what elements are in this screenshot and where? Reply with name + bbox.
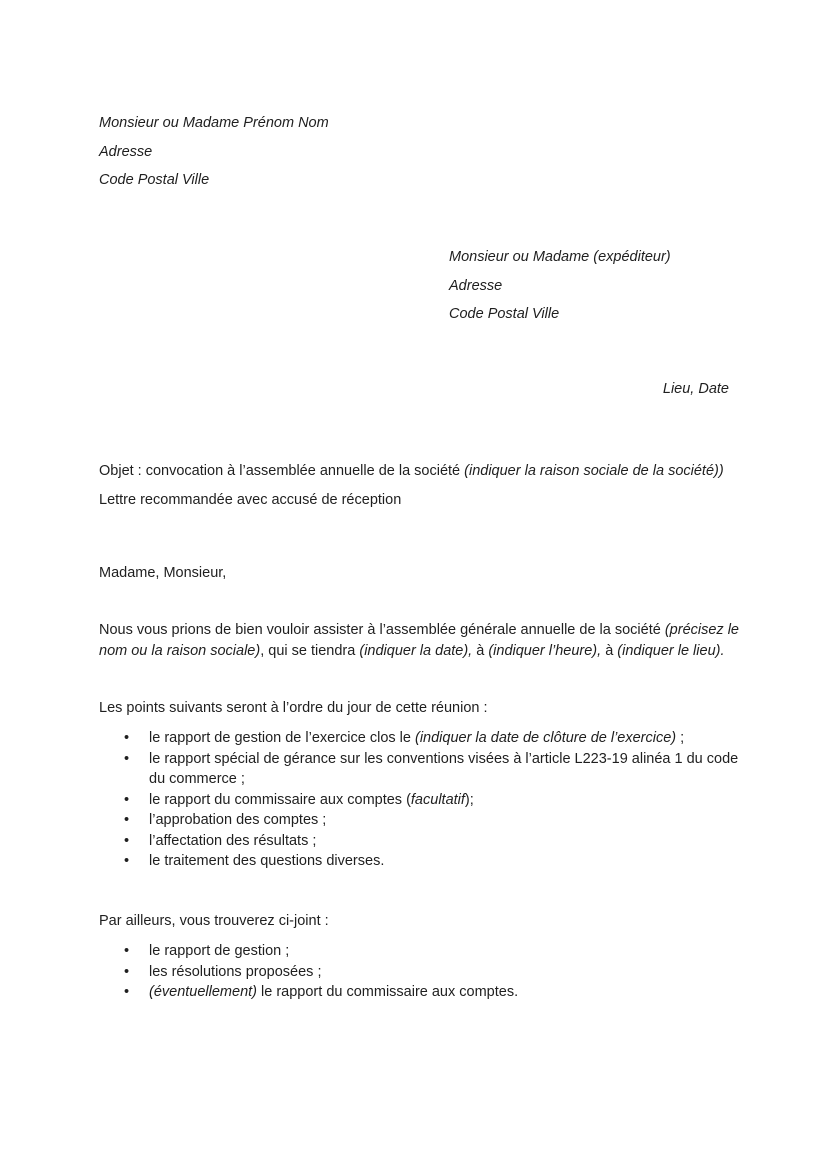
bullet-icon: • <box>124 730 130 746</box>
intro-date-placeholder: (indiquer la date), <box>359 643 473 659</box>
intro-place-placeholder: (indiquer le lieu). <box>617 643 725 659</box>
list-item: • le rapport de gestion ; <box>99 941 739 962</box>
intro-time-placeholder: (indiquer l’heure), <box>488 643 602 659</box>
sender-address: Adresse <box>449 277 503 294</box>
bullet-icon: • <box>124 750 130 767</box>
recipient-address: Adresse <box>99 143 153 160</box>
list-item: • l’approbation des comptes ; <box>99 810 739 831</box>
agenda-title: Les points suivants seront à l’ordre du jour de cette réunion : <box>99 700 488 716</box>
recipient-name: Monsieur ou Madame Prénom Nom <box>99 115 329 131</box>
bullet-icon: • <box>124 832 130 849</box>
attachments-title: Par ailleurs, vous trouverez ci-joint : <box>99 913 329 929</box>
list-item: • le rapport de gestion de l’exercice clos le (indiquer la date de clôture de l’exercice) ; <box>99 728 739 749</box>
intro-text-3: à <box>472 643 489 659</box>
list-item: • les résolutions proposées ; <box>99 962 739 983</box>
agenda-list <box>99 728 739 872</box>
recipient-block <box>99 109 329 195</box>
salutation: Madame, Monsieur, <box>99 565 227 581</box>
intro-text-1: Nous vous prions de bien vouloir assister à l’assemblée générale annuelle de la société <box>99 622 665 638</box>
bullet-icon: • <box>124 812 130 828</box>
bullet-icon: • <box>124 963 130 980</box>
subject-line <box>99 457 724 486</box>
intro-text-2: , qui se tiendra <box>260 643 360 659</box>
attachments-list <box>99 941 739 1003</box>
subject-prefix: Objet : convocation à l’assemblée annuelle de la société <box>99 463 465 479</box>
bullet-icon: • <box>124 791 130 808</box>
intro-text-4: à <box>601 643 618 659</box>
bullet-icon: • <box>124 984 130 1000</box>
list-item: • le traitement des questions diverses. <box>99 851 739 872</box>
list-item: • le rapport du commissaire aux comptes (facultatif); <box>99 790 739 811</box>
subject-block <box>99 457 724 514</box>
recipient-city: Code Postal Ville <box>99 172 210 188</box>
subject-registered-mail: Lettre recommandée avec accusé de réception <box>99 491 402 508</box>
list-item: • (éventuellement) le rapport du commissaire aux comptes. <box>99 982 739 1003</box>
sender-name: Monsieur ou Madame (expéditeur) <box>449 249 671 265</box>
intro-company-placeholder: (précisez le nom ou la raison sociale) <box>99 622 739 659</box>
subject-italic: (indiquer la raison sociale de la société)) <box>464 463 724 479</box>
sender-block <box>449 243 671 329</box>
intro-paragraph <box>99 620 739 662</box>
bullet-icon: • <box>124 853 130 869</box>
bullet-icon: • <box>124 943 130 959</box>
place-date: Lieu, Date <box>662 381 729 397</box>
list-item: • l’affectation des résultats ; <box>99 831 739 852</box>
list-item: • le rapport spécial de gérance sur les conventions visées à l’article L223-19 alinéa 1 du code du commerce ; <box>124 750 739 787</box>
sender-city: Code Postal Ville <box>449 306 560 322</box>
